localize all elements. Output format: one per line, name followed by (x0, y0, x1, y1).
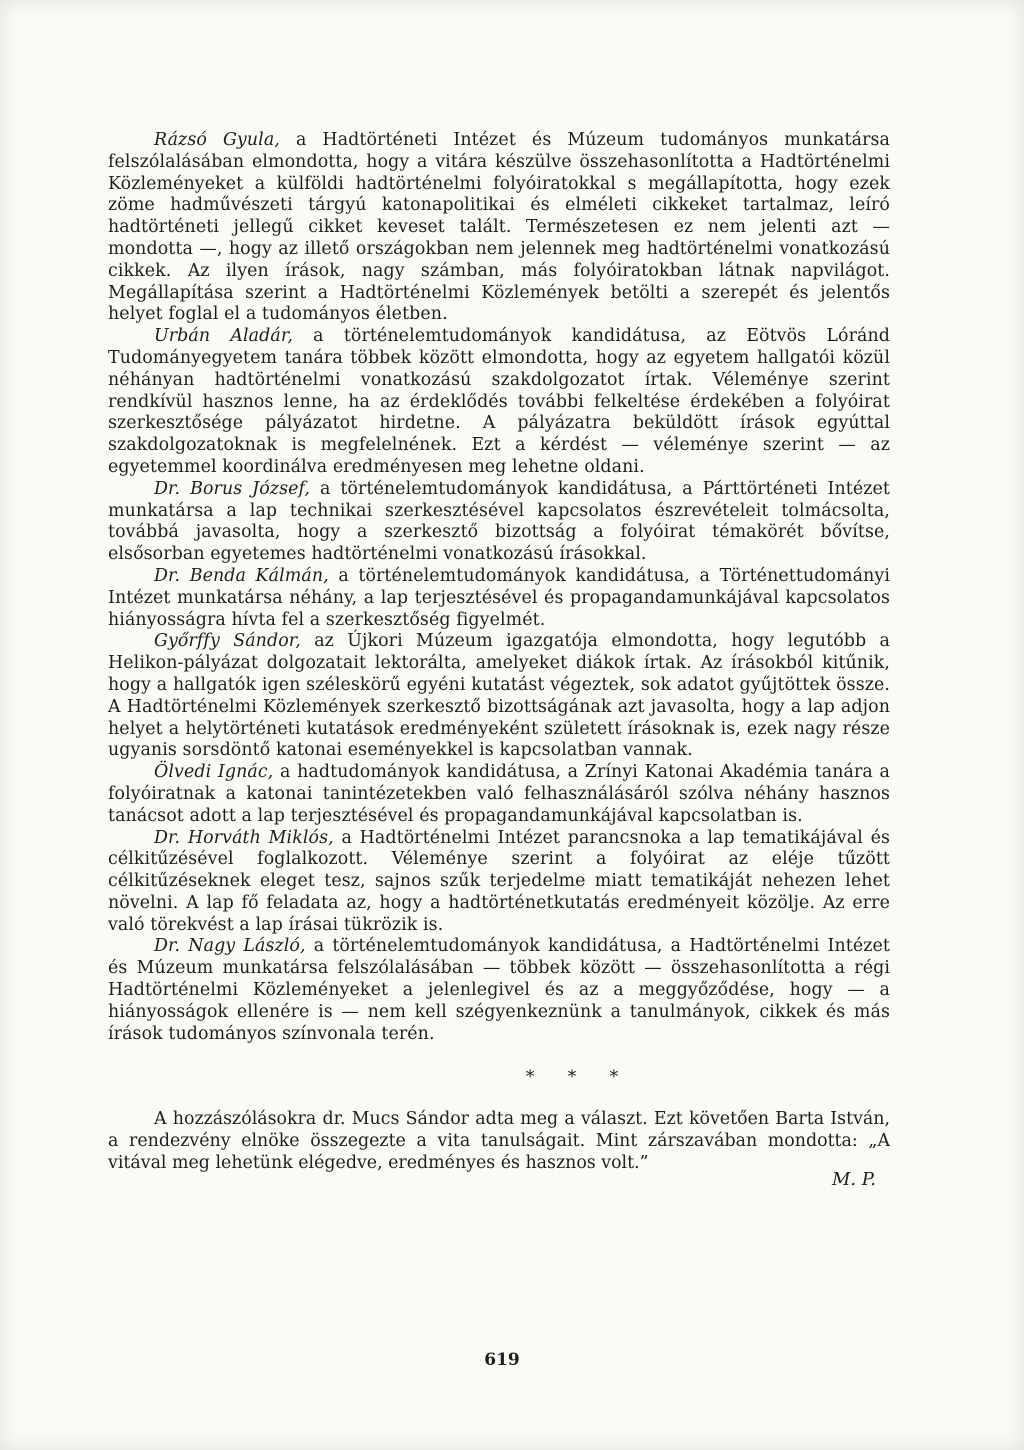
page-number: 619 (484, 1350, 520, 1370)
paragraph-text: a Hadtörténelmi Intézet parancsnoka a lap tematikájával és célkitűzésével foglalkozott. Véleménye szerint a folyóirat az eléje tűzött célkitűzéseknek eleget tesz, sajnos szűk terjedelme miatt tematikáját nehezen lehet növelni. A lap fő feladata az, hogy a hadtörténetkutatás eredményeit közölje. Az erre való törekvést a lap írásai tükrözik is. (108, 827, 890, 935)
speaker-name: Rázsó Gyula, (154, 130, 280, 150)
paragraph-urban (108, 326, 890, 479)
speaker-name: Dr. Nagy László, (154, 936, 306, 957)
paragraph-olvedi (108, 762, 890, 827)
section-separator: * * * (525, 1067, 633, 1088)
paragraph-text: a történelemtudományok kandidátusa, a Párttörténeti Intézet munkatársa a lap technikai szerkesztésével kapcsolatos észrevételeit tolmácsolta, továbbá javasolta, hogy a szerkesztő bizottság a folyóirat témakörét bővítse, elsősorban egyetemes hadtörténelmi vonatkozású írásokkal. (108, 478, 890, 565)
paragraph-text: a Hadtörténeti Intézet és Múzeum tudományos munkatársa felszólalásában elmondotta, hogy a vitára készülve összehasonlította a Hadtörténelmi Közleményeket a külföldi hadtörténelmi folyóiratokkal s megállapította, hogy ezek zöme hadművészeti tárgyú katonapolitikai és elméleti cikkeket tartalmaz, leíró hadtörténeti jellegű cikket keveset talált. Természetesen ez nem jelenti azt — mondotta —, hogy az illető országokban nem jelennek meg hadtörténelmi vonatkozású cikkek. Az ilyen írások, nagy számban, más folyóiratokban látnak napvilágot. Megállapítása szerint a Hadtörténelmi Közlemények betölti a szerepét és jelentős helyet foglal el a tudományos életben. (108, 130, 890, 325)
paragraph-gyorffy (108, 631, 890, 762)
author-signature: M. P. (831, 1168, 876, 1190)
signature-row (108, 1168, 890, 1199)
paragraph-text: a történelemtudományok kandidátusa, a Történettudományi Intézet munkatársa néhány, a lap terjesztésével és propagandamunkájával kapcsolatos hiányosságra hívta fel a szerkesztőség figyelmét. (108, 565, 890, 630)
speaker-name: Dr. Horváth Miklós, (154, 827, 334, 848)
paragraph-text: az Újkori Múzeum igazgatója elmondotta, hogy legutóbb a Helikon-pályázat dolgozatait lektorálta, amelyeket diákok írtak. Az írásokból kitűnik, hogy a hallgatók igen széleskörű egyéni kutatást végeztek, sok adatot gyűjtöttek össze. A Hadtörténelmi Közlemények szerkesztő bizottságának azt javasolta, hogy a lap adjon helyet a helytörténeti kutatások eredményeként született írásoknak is, ezek nagy része ugyanis sorsdöntő katonai eseményekkel is kapcsolatban vannak. (108, 631, 890, 761)
speaker-name: Ölvedi Ignác, (154, 762, 274, 783)
speaker-name: Dr. Borus József, (154, 478, 311, 499)
speaker-name: Urbán Aladár, (154, 326, 293, 347)
paragraph-razso (108, 130, 890, 326)
paragraph-horvath (108, 828, 890, 937)
speaker-name: Győrffy Sándor, (154, 631, 301, 652)
closing-paragraph: A hozzászólásokra dr. Mucs Sándor adta meg a választ. Ezt követően Barta István, a rendezvény elnöke összegezte a vita tanulságait. Mint zárszavában mondotta: „A vitával meg lehetünk elégedve, eredményes és hasznos volt.” (108, 1109, 890, 1173)
speaker-name: Dr. Benda Kálmán, (154, 565, 329, 586)
paragraph-benda (108, 566, 890, 631)
paragraph-borus (108, 479, 890, 566)
paragraph-text: a történelemtudományok kandidátusa, az Eötvös Lóránd Tudományegyetem tanára többek között elmondotta, hogy az egyetem hallgatói közül néhányan hadtörténelmi vonatkozású szakdolgozatot írtak. Véleménye szerint rendkívül hasznos lenne, ha az érdeklődés további felkeltése érdekében a folyóirat szerkesztősége pályázatot hirdetne. A pályázatra beküldött írások egyúttal szakdolgozatoknak is megfelelnének. Ezt a kérdést — véleménye szerint — az egyetemmel koordinálva eredményesen meg lehetne oldani. (108, 326, 890, 477)
paragraph-text: a hadtudományok kandidátusa, a Zrínyi Katonai Akadémia tanára a folyóiratnak a katonai tanintézetekben való felhasználásáról szólva néhány hasznos tanácsot adott a lap terjesztésével és propagandamunkájával kapcsolatban is. (108, 762, 891, 826)
paragraph-nagy (108, 936, 890, 1045)
article-text (108, 130, 890, 1199)
paragraph-text: a történelemtudományok kandidátusa, a Hadtörténelmi Intézet és Múzeum munkatársa felszólalásában — többek között — összehasonlította a régi Hadtörténelmi Közleményeket a jelenlegivel és az a meggyőződése, hogy — a hiányosságok ellenére is — nem kell szégyenkeznünk a tanulmányok, cikkek és más írások tudományos színvonala terén. (108, 936, 890, 1044)
